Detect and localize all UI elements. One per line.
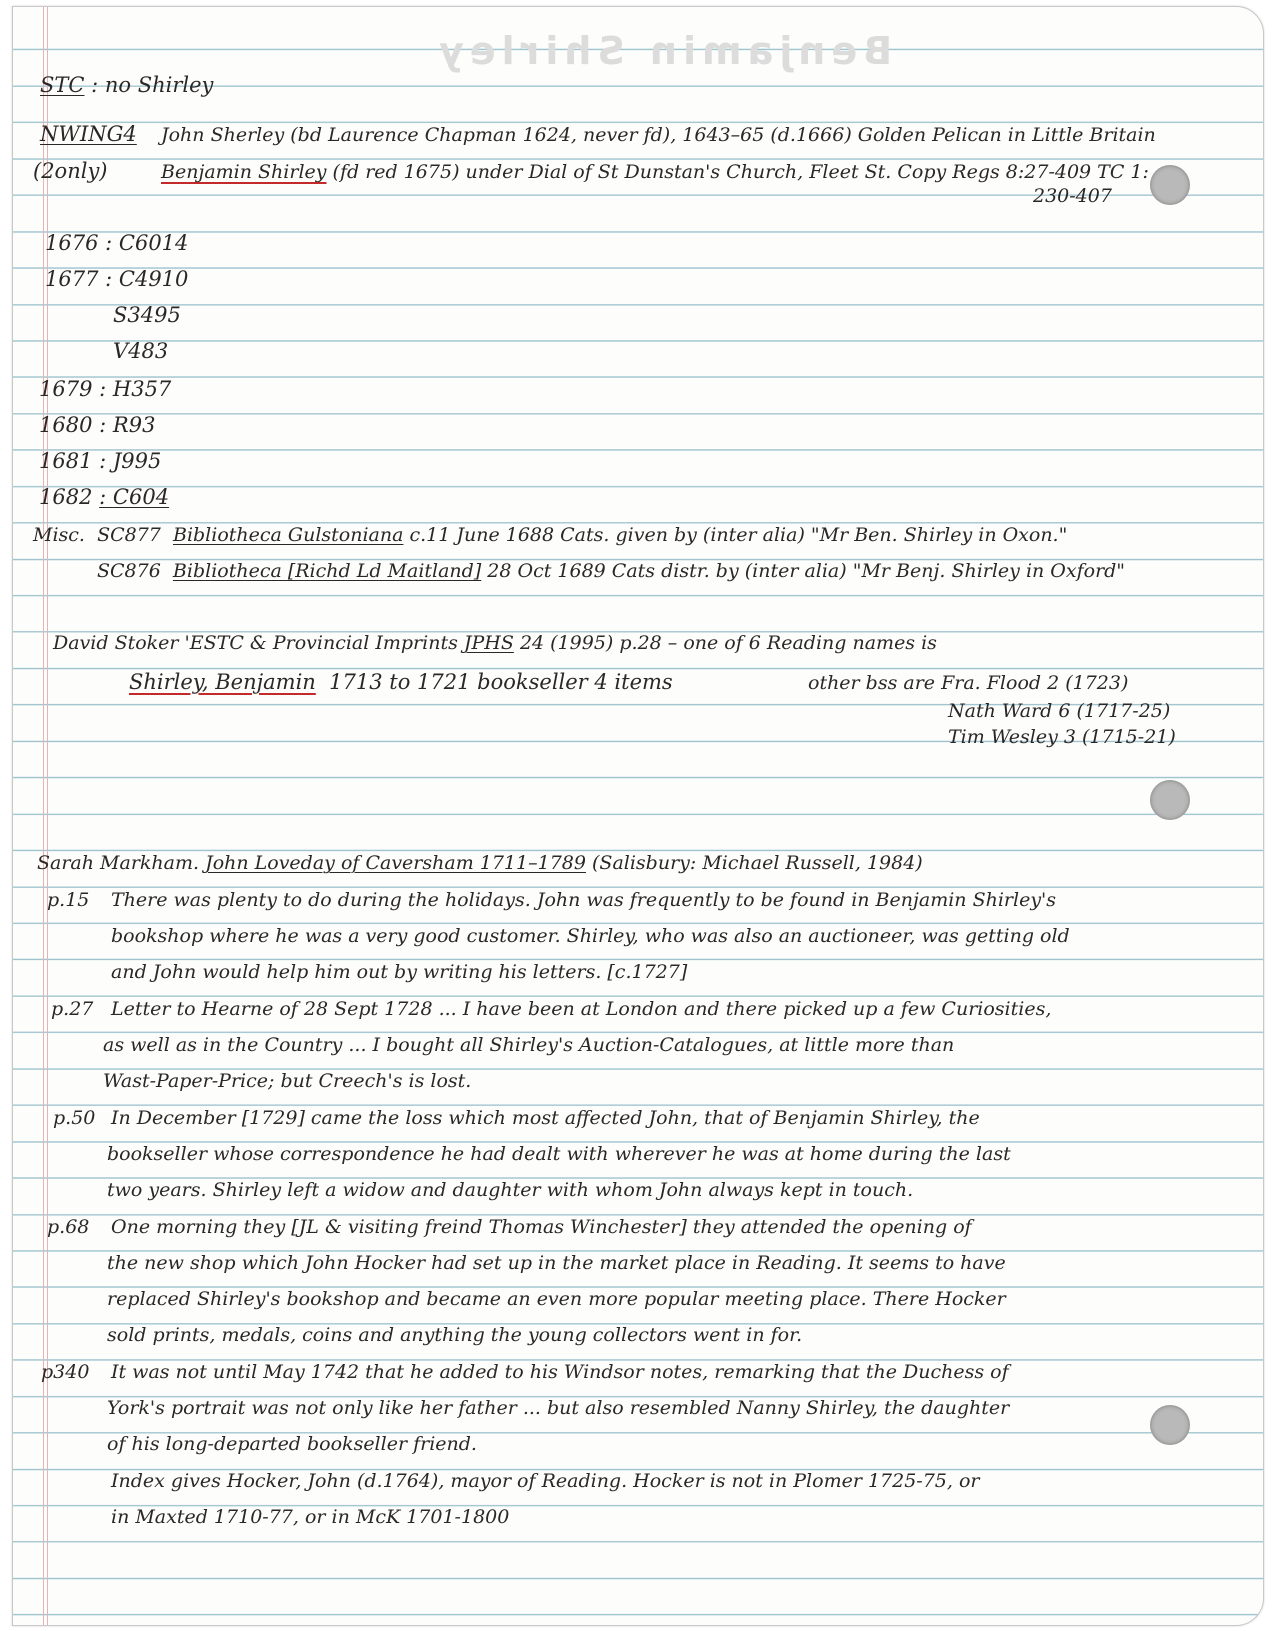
quote-line: two years. Shirley left a widow and daughter with whom John always kept in touch. <box>107 1179 914 1201</box>
punch-hole-middle <box>1150 780 1190 820</box>
markham-citation: Sarah Markham. John Loveday of Caversham 1711–1789 (Salisbury: Michael Russell, 1984) <box>37 852 923 874</box>
notebook-page <box>12 6 1264 1626</box>
nwing-line-1: John Sherley (bd Laurence Chapman 1624, never fd), 1643–65 (d.1666) Golden Pelican in Little Britain <box>161 124 1156 146</box>
quote-line: bookseller whose correspondence he had dealt with wherever he was at home during the last <box>107 1143 1011 1165</box>
quote-line: the new shop which John Hocker had set up in the market place in Reading. It seems to have <box>107 1252 1006 1274</box>
nwing-line-2 <box>161 160 1149 184</box>
quote-line: sold prints, medals, coins and anything the young collectors went in for. <box>107 1324 803 1346</box>
index-line: Index gives Hocker, John (d.1764), mayor of Reading. Hocker is not in Plomer 1725-75, or <box>111 1470 980 1492</box>
nwing-line-2-rest: (fd red 1675) under Dial of St Dunstan's Church, Fleet St. Copy Regs 8:27-409 TC 1: <box>332 161 1149 183</box>
nwing-line-3: 230-407 <box>1033 185 1112 207</box>
year-row: 1682 : C604 <box>39 485 170 509</box>
stoker-line-2: Shirley, Benjamin 1713 to 1721 bookseller 4 items <box>129 670 673 694</box>
year-entry: S3495 <box>113 303 181 327</box>
quote-line: There was plenty to do during the holidays. John was frequently to be found in Benjamin Shirley's <box>111 889 1057 911</box>
stc-label: STC <box>40 73 85 97</box>
misc-title-2: Bibliotheca [Richd Ld Maitland] <box>172 560 482 582</box>
stoker-line-1: David Stoker 'ESTC & Provincial Imprints JPHS 24 (1995) p.28 – one of 6 Reading names is <box>53 632 937 654</box>
name-benjamin-shirley: Benjamin Shirley <box>161 161 327 183</box>
year-row: 1676 : C6014 <box>45 231 189 255</box>
punch-hole-bottom <box>1150 1405 1190 1445</box>
misc-line-2: SC876 Bibliotheca [Richd Ld Maitland] 28 Oct 1689 Cats distr. by (inter alia) "Mr Benj. Shirley in Oxford" <box>97 560 1126 582</box>
quote-page: p.15 <box>47 889 90 911</box>
quote-line: of his long-departed bookseller friend. <box>107 1433 477 1455</box>
nwing-label: NWING4 <box>40 122 137 146</box>
year-row: 1679 : H357 <box>39 377 172 401</box>
name-shirley-benjamin: Shirley, Benjamin <box>129 670 316 694</box>
quote-line: as well as in the Country ... I bought all Shirley's Auction-Catalogues, at little more than <box>103 1034 955 1056</box>
quote-page: p.68 <box>47 1216 90 1238</box>
stoker-other-1: other bss are Fra. Flood 2 (1723) <box>808 672 1129 694</box>
punch-hole-top <box>1150 165 1190 205</box>
quote-line: Letter to Hearne of 28 Sept 1728 ... I have been at London and there picked up a few Curiosities, <box>111 998 1052 1020</box>
misc-line-1: Misc. SC877 Bibliotheca Gulstoniana c.11 June 1688 Cats. given by (inter alia) "Mr Ben. Shirley in Oxon." <box>33 524 1068 546</box>
stoker-other-2: Nath Ward 6 (1717-25) <box>948 700 1171 722</box>
stc-text: : no Shirley <box>91 73 214 97</box>
year-row: 1681 : J995 <box>39 449 162 473</box>
quote-page: p340 <box>41 1361 90 1383</box>
stc-line <box>40 73 213 97</box>
index-line: in Maxted 1710-77, or in McK 1701-1800 <box>111 1506 510 1528</box>
quote-line: It was not until May 1742 that he added to his Windsor notes, remarking that the Duchess of <box>111 1361 1009 1383</box>
year-row: 1677 : C4910 <box>45 267 189 291</box>
quote-line: One morning they [JL & visiting freind Thomas Winchester] they attended the opening of <box>111 1216 972 1238</box>
year-row: 1680 : R93 <box>39 413 156 437</box>
misc-label: Misc. <box>33 524 85 546</box>
quote-line: and John would help him out by writing his letters. [c.1727] <box>111 961 688 983</box>
quote-line: replaced Shirley's bookshop and became an even more popular meeting place. There Hocker <box>107 1288 1006 1310</box>
bleed-through-text: Benjamin Shirley <box>433 29 893 73</box>
quote-line: bookshop where he was a very good customer. Shirley, who was also an auctioneer, was getting old <box>111 925 1070 947</box>
quote-line: York's portrait was not only like her father ... but also resembled Nanny Shirley, the daughter <box>107 1397 1010 1419</box>
nwing-sublabel: (2only) <box>33 159 108 183</box>
quote-line: In December [1729] came the loss which most affected John, that of Benjamin Shirley, the <box>111 1107 980 1129</box>
quote-page: p.50 <box>53 1107 96 1129</box>
year-entry: V483 <box>113 339 169 363</box>
misc-title-1: Bibliotheca Gulstoniana <box>172 524 404 546</box>
quote-page: p.27 <box>51 998 94 1020</box>
quote-line: Wast-Paper-Price; but Creech's is lost. <box>103 1070 472 1092</box>
stoker-other-3: Tim Wesley 3 (1715-21) <box>948 726 1176 748</box>
